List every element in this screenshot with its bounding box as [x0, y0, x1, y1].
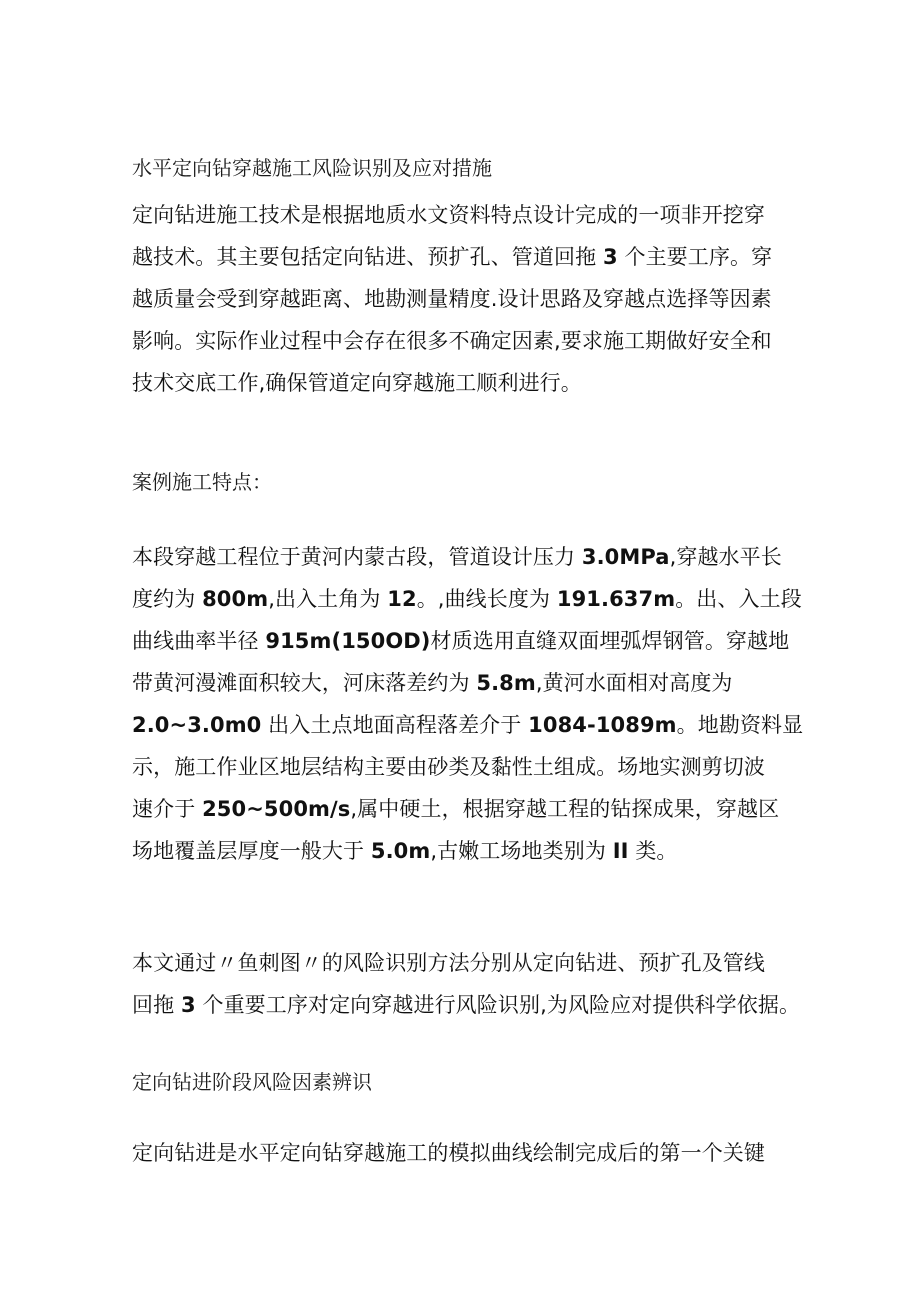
paragraph-case: [132, 536, 804, 872]
bold-figure: 915m(150OD): [265, 629, 431, 653]
bold-figure: 800m: [202, 587, 269, 611]
bold-figure: 250~500m∕s: [202, 797, 351, 821]
paragraph-stage: [132, 1132, 804, 1174]
paragraph-intro: [132, 194, 804, 404]
text-line: 越技术。其主要包括定向钻进、预扩孔、管道回拖 3 个主要工序。穿: [132, 245, 773, 269]
text-line: 技术交底工作,确保管道定向穿越施工顺利进行。: [132, 371, 582, 395]
text-line: 回拖 3 个重要工序对定向穿越进行风险识别,为风险应对提供科学依据。: [132, 993, 801, 1017]
text-line: 越质量会受到穿越距离、地勘测量精度.设计思路及穿越点选择等因素: [132, 287, 772, 311]
text-line: 2.0~3.0m0 出入土点地面高程落差介于 1084-1089m。地勘资料显: [132, 713, 804, 737]
bold-figure: 5.0m: [370, 839, 431, 863]
text-line: 本文通过〃鱼刺图〃的风险识别方法分别从定向钻进、预扩孔及管线: [132, 951, 765, 975]
text-line: 度约为 800m,出入土角为 12。,曲线长度为 191.637m。出、入土段: [132, 587, 802, 611]
text-line: 影响。实际作业过程中会存在很多不确定因素,要求施工期做好安全和: [132, 329, 772, 353]
text-line: 带黄河漫滩面积较大，河床落差约为 5.8m,黄河水面相对高度为: [132, 671, 733, 695]
bold-figure: 3: [602, 245, 618, 269]
bold-figure: 5.8m: [476, 671, 536, 695]
bold-figure: 191.637m: [556, 587, 676, 611]
bold-figure: 3: [180, 993, 196, 1017]
text-line: 速介于 250~500m∕s,属中硬土，根据穿越工程的钻探成果，穿越区: [132, 797, 780, 821]
text-line: 场地覆盖层厚度一般大于 5.0m,古嫩工场地类别为 II 类。: [132, 839, 678, 863]
bold-figure: 2.0~3.0m0: [132, 713, 262, 737]
bold-figure: II: [612, 839, 629, 863]
text-line: 定向钻进是水平定向钻穿越施工的模拟曲线绘制完成后的第一个关键: [132, 1141, 765, 1165]
text-line: 示，施工作业区地层结构主要由砂类及黏性土组成。场地实测剪切波: [132, 755, 765, 779]
bold-figure: 3.0MPa: [581, 545, 670, 569]
bold-figure: 1084-1089m: [528, 713, 677, 737]
section-heading-stage: 定向钻进阶段风险因素辨识: [132, 1070, 372, 1094]
section-heading-case: 案例施工特点：: [132, 470, 272, 494]
text-line: 曲线曲率半径 915m(150OD)材质选用直缝双面埋弧焊钢管。穿越地: [132, 629, 790, 653]
bold-figure: 12: [387, 587, 417, 611]
text-line: 定向钻进施工技术是根据地质水文资料特点设计完成的一项非开挖穿: [132, 203, 765, 227]
paragraph-method: [132, 942, 804, 1026]
document-title: 水平定向钻穿越施工风险识别及应对措施: [132, 156, 492, 180]
text-line: 本段穿越工程位于黄河内蒙古段，管道设计压力 3.0MPa,穿越水平长: [132, 545, 782, 569]
